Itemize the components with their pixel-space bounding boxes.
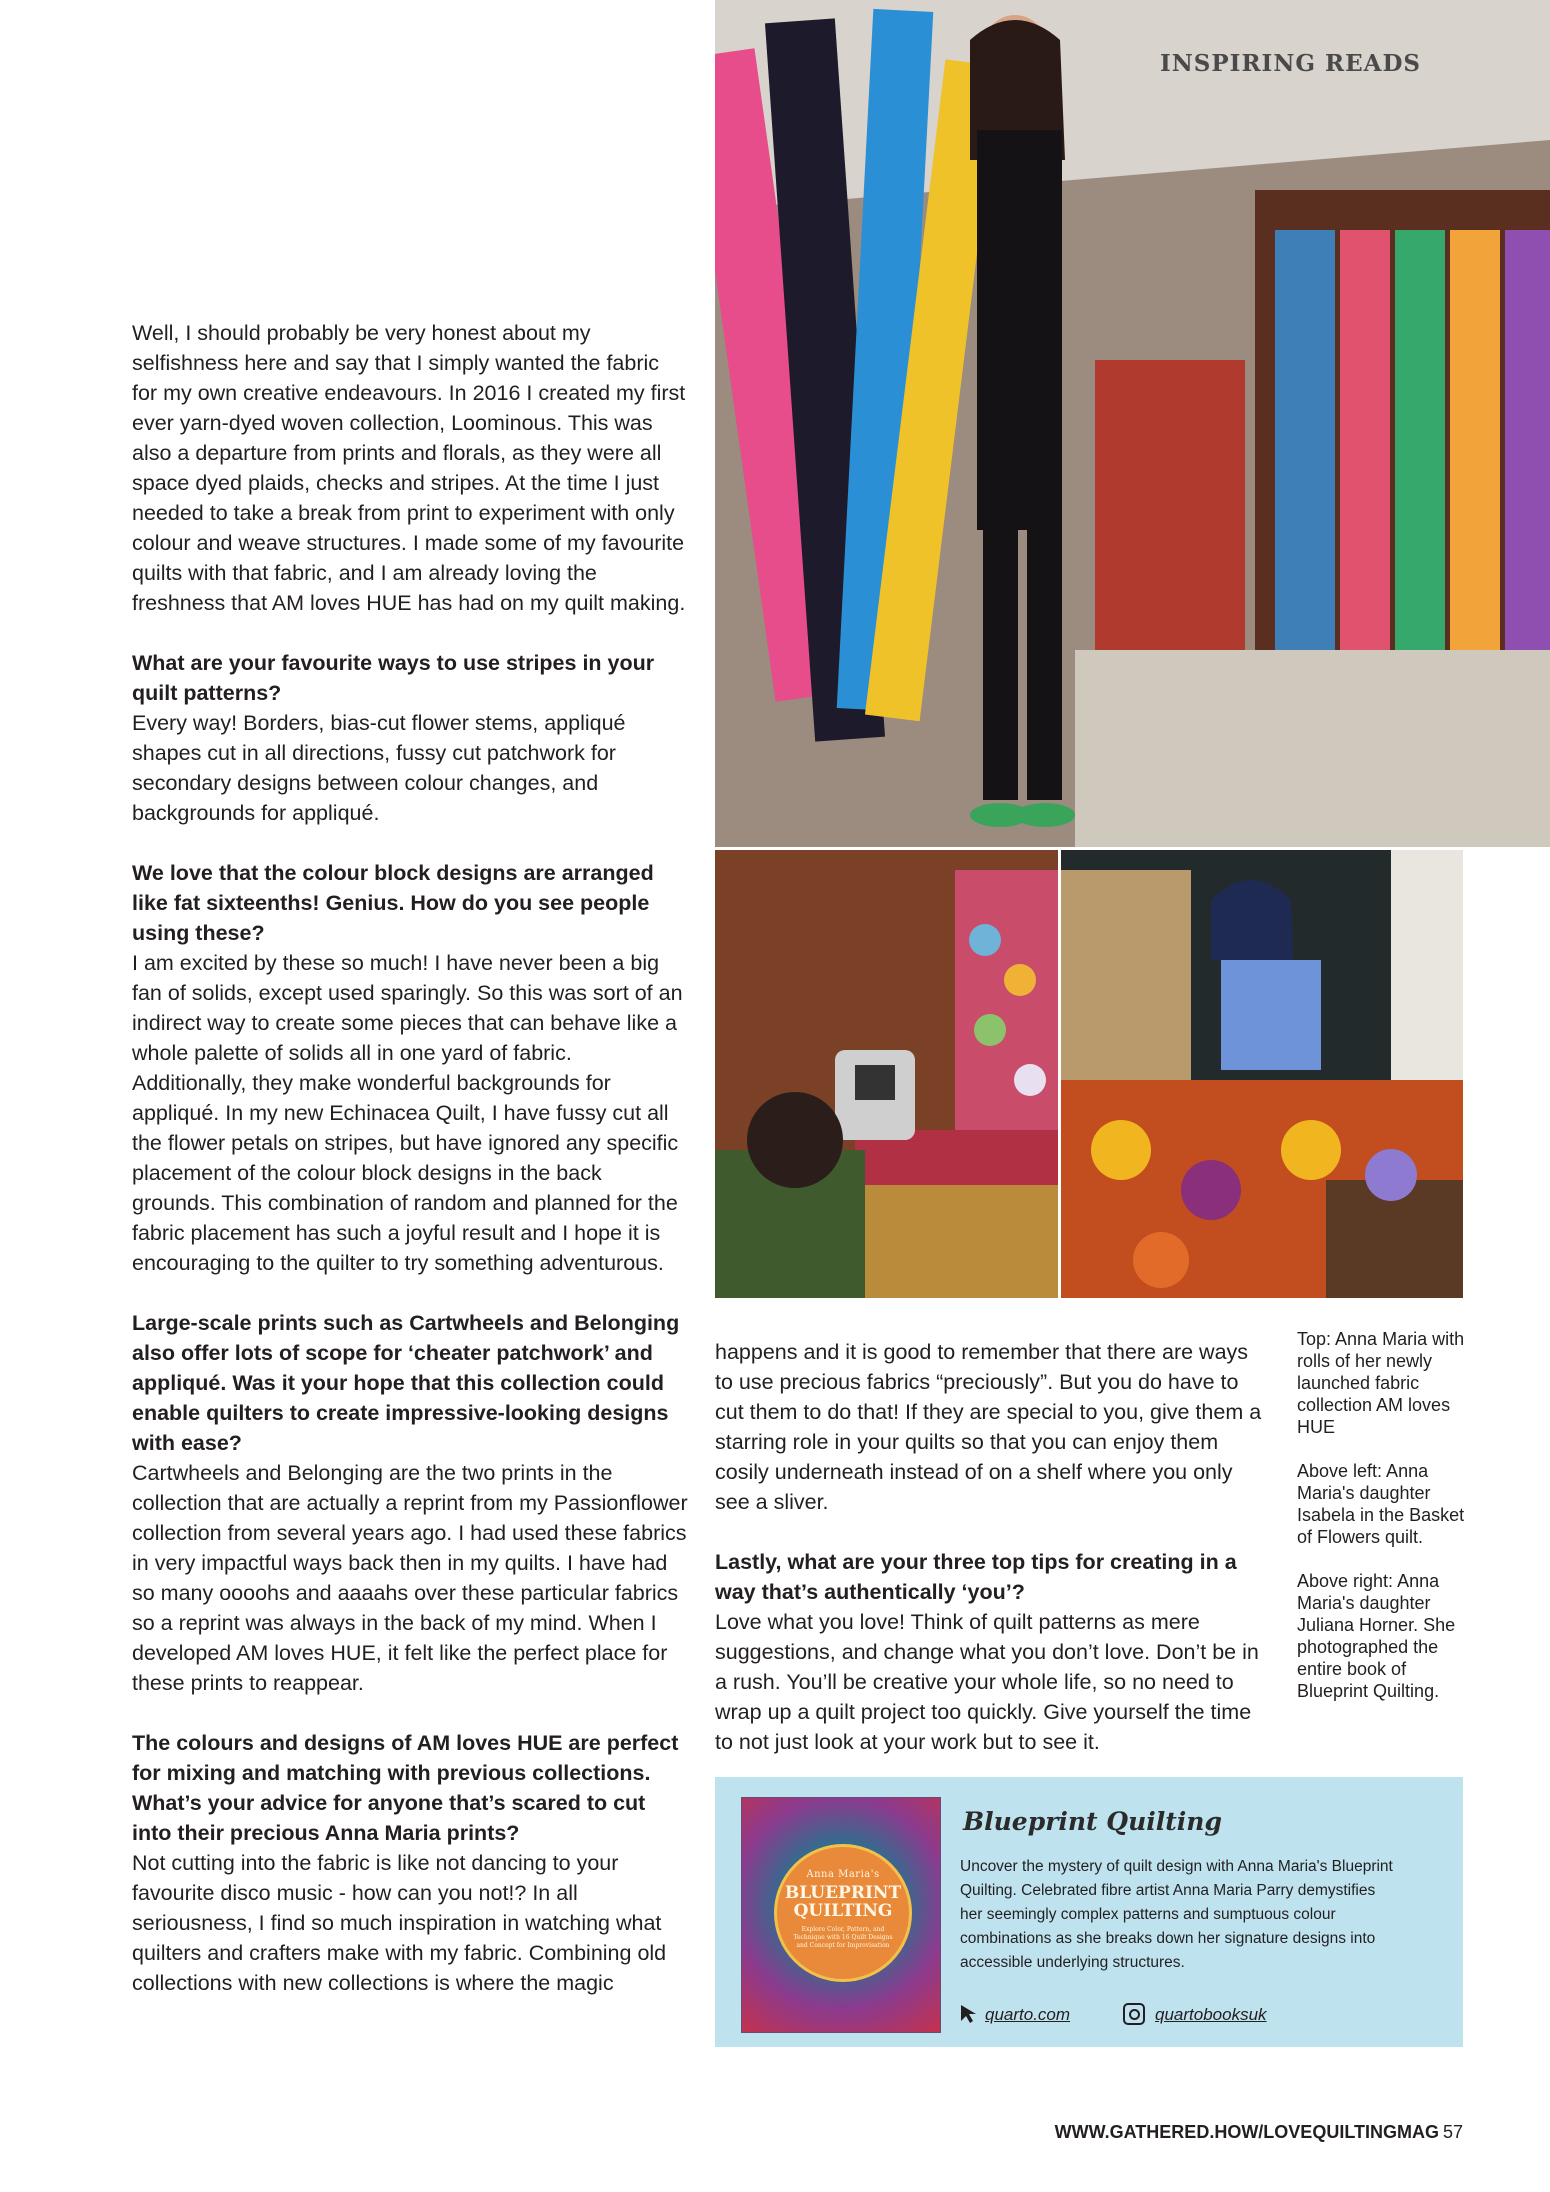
photo-anna-maria-fabric-rolls [715, 0, 1550, 847]
instagram-icon [1123, 2003, 1145, 2025]
qa-block-4 [132, 1728, 690, 1998]
promo-title: Blueprint Quilting [963, 1807, 1222, 1836]
book-cover-medallion [774, 1844, 912, 1982]
answer-3: Cartwheels and Belonging are the two prints in the collection that are actually a reprint from my Passionflower collection from several years ago. I had used these fabrics in very impactful ways back then in my quilts. I have had so many oooohs and aaaahs over these particular fabrics so a reprint was always in the back of my mind. When I developed AM loves HUE, it felt like the perfect place for these prints to reappear. [132, 1461, 688, 1695]
question-2: We love that the colour block designs are arranged like fat sixteenths! Genius. How do you see people using these? [132, 861, 654, 945]
article-intro: Well, I should probably be very honest about my selfishness here and say that I simply wanted the fabric for my own creative endeavours. In 2016 I created my first ever yarn-dyed woven collection, Loominous. This was also a departure from prints and florals, as they were all space dyed plaids, checks and stripes. At the time I just needed to take a break from print to experiment with only colour and weave structures. I made some of my favourite quilts with that fabric, and I am already loving the freshness that AM loves HUE has had on my quilt making. [132, 321, 686, 615]
question-5: Lastly, what are your three top tips for creating in a way that’s authentically ‘you’? [715, 1550, 1237, 1604]
footer-url[interactable]: WWW.GATHERED.HOW/LOVEQUILTINGMAG [1054, 2122, 1439, 2142]
book-promo-box [715, 1777, 1463, 2047]
page-footer [1055, 2122, 1463, 2143]
page-number: 57 [1442, 2122, 1463, 2142]
photo-isabela-quilt [715, 850, 1058, 1298]
answer-1: Every way! Borders, bias-cut flower stems, appliqué shapes cut in all directions, fussy cut patchwork for secondary designs between colour changes, and backgrounds for appliqué. [132, 711, 626, 825]
section-tag: INSPIRING READS [1160, 50, 1422, 77]
caption-left: Above left: Anna Maria's daughter Isabela in the Basket of Flowers quilt. [1297, 1461, 1465, 1547]
photo-captions [1297, 1328, 1467, 1724]
cursor-icon [958, 2003, 980, 2025]
article-column-middle [715, 1337, 1270, 1787]
book-cover-subtitle: Explore Color, Pattern, and Technique with 16 Quilt Designs and Concept for Improvisation [793, 1926, 893, 1949]
answer-5: Love what you love! Think of quilt patterns as mere suggestions, and change what you don’t love. Don’t be in a rush. You’ll be creative your whole life, so no need to wrap up a quilt project too quickly. Give yourself the time to not just look at your work but to see it. [715, 1610, 1259, 1754]
photo-juliana-porch [1061, 850, 1463, 1298]
photo-left-illustration [715, 850, 1058, 1298]
promo-description: Uncover the mystery of quilt design with Anna Maria's Blueprint Quilting. Celebrated fibre artist Anna Maria Parry demystifies her seemingly complex patterns and sumptuous colour combinations as she breaks down her signature designs into accessible underlying structures. [960, 1858, 1393, 1971]
question-4: The colours and designs of AM loves HUE are perfect for mixing and matching with previous collections. What’s your advice for anyone that’s scared to cut into their precious Anna Maria prints? [132, 1731, 679, 1845]
photo-top-illustration [715, 0, 1550, 847]
qa-block-1 [132, 648, 690, 828]
answer-4-part-2: happens and it is good to remember that there are ways to use precious fabrics “preciously”. But you do have to cut them to do that! If they are special to you, give them a starring role in your quilts so that you can enjoy them cosily underneath instead of on a shelf where you only see a sliver. [715, 1340, 1262, 1514]
qa-block-3 [132, 1308, 690, 1698]
instagram-handle-link[interactable]: quartobooksuk [1155, 2005, 1267, 2024]
book-cover-title: BLUEPRINT QUILTING [784, 1883, 902, 1921]
question-3: Large-scale prints such as Cartwheels and Belonging also offer lots of scope for ‘cheater patchwork’ and appliqué. Was it your hope that this collection could enable quilters to create impressive-looking designs with ease? [132, 1311, 680, 1455]
article-column-left [132, 318, 690, 2028]
photo-right-illustration [1061, 850, 1463, 1298]
answer-4-part-1: Not cutting into the fabric is like not dancing to your favourite disco music - how can you not!? In all seriousness, I find so much inspiration in watching what quilters and crafters make with my fabric. Combining old collections with new collections is where the magic [132, 1851, 667, 1995]
question-1: What are your favourite ways to use stripes in your quilt patterns? [132, 651, 655, 705]
quarto-website-link[interactable]: quarto.com [985, 2005, 1071, 2024]
book-cover-image [741, 1797, 941, 2033]
caption-top: Top: Anna Maria with rolls of her newly launched fabric collection AM loves HUE [1297, 1329, 1465, 1437]
qa-block-2 [132, 858, 690, 1278]
answer-2: I am excited by these so much! I have never been a big fan of solids, except used sparingly. So this was sort of an indirect way to create some pieces that can behave like a whole palette of solids all in one yard of fabric. Additionally, they make wonderful backgrounds for appliqué. In my new Echinacea Quilt, I have fussy cut all the flower petals on stripes, but have ignored any specific placement of the colour block designs in the back grounds. This combination of random and planned for the fabric placement has such a joyful result and I hope it is encouraging to the quilter to try something adventurous. [132, 951, 683, 1275]
qa-block-5 [715, 1547, 1270, 1757]
caption-right: Above right: Anna Maria's daughter Juliana Horner. She photographed the entire book of Blueprint Quilting. [1297, 1571, 1456, 1701]
book-cover-author: Anna Maria's [806, 1869, 880, 1880]
